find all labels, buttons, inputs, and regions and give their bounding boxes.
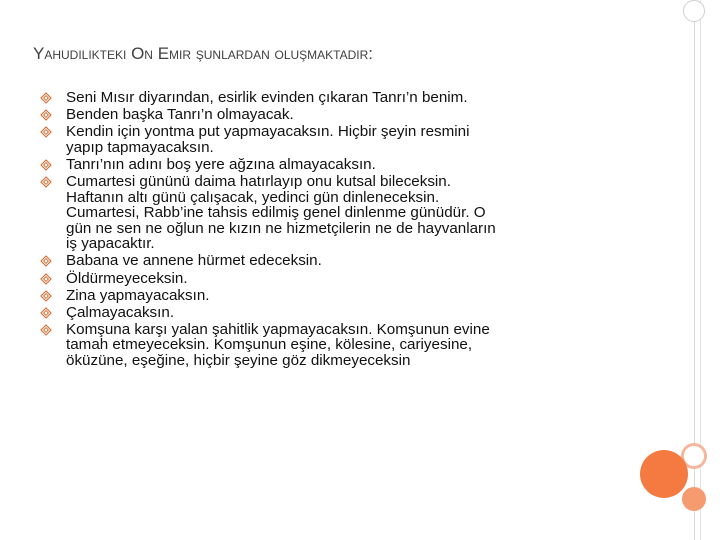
decorative-circle-small bbox=[682, 487, 706, 511]
list-item bbox=[40, 322, 610, 369]
list-item-text-line: tamah etmeyeceksin. Komşunun eşine, kölesine, cariyesine, bbox=[66, 336, 473, 354]
hollow-diamond-bullet-icon bbox=[40, 273, 52, 285]
hollow-diamond-bullet-icon bbox=[40, 109, 52, 121]
list-item-text-line: Haftanın altı günü çalışacak, yedinci gün dinleneceksin. bbox=[66, 188, 440, 206]
list-item-text-line: gün ne sen ne oğlun ne kızın ne hizmetçilerin ne de hayvanların bbox=[66, 219, 496, 237]
list-item-text-line: Kendin için yontma put yapmayacaksın. Hiçbir şeyin resmini bbox=[66, 123, 470, 141]
list-item bbox=[40, 107, 610, 123]
list-item-text-line: Tanrı’nın adını boş yere ağzına almayacaksın. bbox=[66, 155, 376, 173]
commandment-list bbox=[40, 90, 610, 370]
hollow-diamond-bullet-icon bbox=[40, 159, 52, 171]
hollow-diamond-bullet-icon bbox=[40, 307, 52, 319]
list-item-text-line: Babana ve annene hürmet edeceksin. bbox=[66, 252, 322, 270]
list-item-text-line: Çalmayacaksın. bbox=[66, 303, 175, 321]
list-item-text-line: iş yapacaktır. bbox=[66, 235, 155, 253]
list-item bbox=[40, 174, 610, 252]
hollow-diamond-bullet-icon bbox=[40, 126, 52, 138]
hollow-diamond-bullet-icon bbox=[40, 255, 52, 267]
list-item bbox=[40, 124, 610, 155]
list-item-text-line: Öldürmeyeceksin. bbox=[66, 269, 188, 287]
hollow-diamond-bullet-icon bbox=[40, 290, 52, 302]
hollow-diamond-bullet-icon bbox=[40, 92, 52, 104]
list-item-text-line: Cumartesi, Rabb’ine tahsis edilmiş genel dinlenme günüdür. O bbox=[66, 204, 486, 222]
list-item bbox=[40, 253, 610, 269]
list-item-text-line: öküzüne, eşeğine, hiçbir şeyine göz dikmeyeceksin bbox=[66, 352, 411, 369]
list-item-text-line: Seni Mısır diyarından, esirlik evinden çıkaran Tanrı’n benim. bbox=[66, 89, 468, 106]
decorative-ring-inner bbox=[684, 446, 704, 466]
list-item bbox=[40, 157, 610, 173]
list-item bbox=[40, 90, 610, 106]
list-item bbox=[40, 288, 610, 304]
list-item-text-line: Benden başka Tanrı’n olmayacak. bbox=[66, 106, 294, 124]
list-item bbox=[40, 271, 610, 287]
decorative-circle-large bbox=[640, 450, 688, 498]
decorative-circle-top bbox=[683, 0, 705, 22]
list-item-text-line: Cumartesi gününü daima hatırlayıp onu kutsal bileceksin. bbox=[66, 172, 451, 190]
list-item-text-line: yapıp tapmayacaksın. bbox=[66, 138, 214, 156]
list-item bbox=[40, 305, 610, 321]
hollow-diamond-bullet-icon bbox=[40, 176, 52, 188]
slide-title: Yahudilikteki On Emir şunlardan oluşmaktadır: bbox=[33, 44, 374, 63]
list-item-text-line: Zina yapmayacaksın. bbox=[66, 286, 210, 304]
hollow-diamond-bullet-icon bbox=[40, 324, 52, 336]
list-item-text-line: Komşuna karşı yalan şahitlik yapmayacaksın. Komşunun evine bbox=[66, 320, 490, 338]
